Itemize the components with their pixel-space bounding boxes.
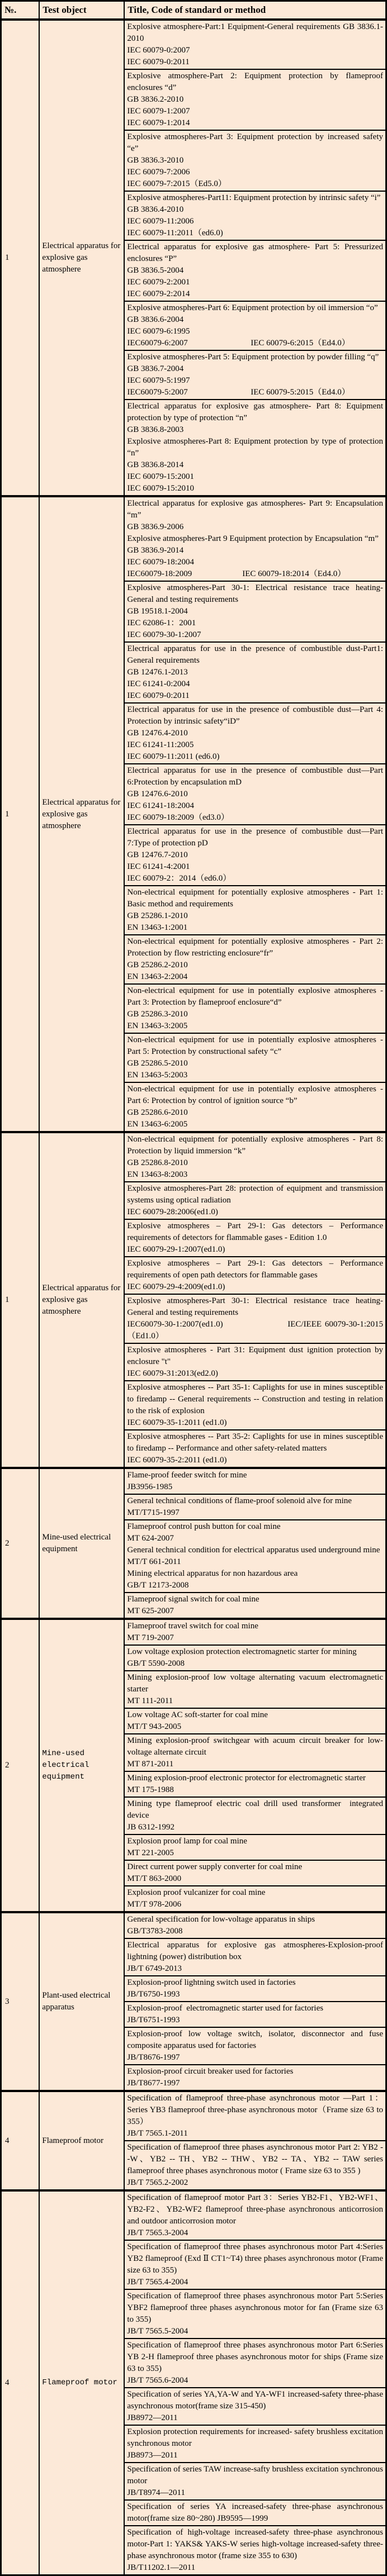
standard-line: Electrical apparatus for explosive gas atmospheres- Part 9: Encapsulation “m”: [127, 499, 385, 520]
row-number-cell: 2: [1, 1468, 40, 1619]
standard-line: Specification of flameproof three phases asynchronous motor Part 5:Series YBF2 flameproof three phases asynchronous motor for fan (Frame size 63 to 355): [127, 2292, 385, 2324]
standard-line: Mining type flameproof electric coal drill used transformer integrated device: [127, 1799, 385, 1820]
standard-line: Explosive atmospheres – Part 29-1: Gas detectors – Performance requirements of open path detectors for flammable gases: [127, 1259, 385, 1280]
standard-line: Non-electrical equipment for potentially explosive atmospheres - Part 2: Protection by flow restricting enclosure“fr”: [127, 937, 385, 958]
standard-line: JB/T 7565.5-2004: [127, 2327, 188, 2336]
standard-line: Explosive atmospheres -- Part 35-1: Caplights for use in mines susceptible to firedamp -- General requirements -- Construction and testing in relation to the risk of explosion: [127, 1383, 385, 1415]
standard-line: GB 25286.3-2010: [127, 1010, 188, 1019]
standard-line: IEC 60079-1:2014: [127, 118, 190, 127]
standard-cell: [124, 2388, 386, 2425]
standard-line: Non-electrical equipment for use in potentially explosive atmospheres - Part 3: Protection by flameproof enclosure“d”: [127, 986, 385, 1007]
standard-line: IEC 61241-11:2005: [127, 740, 194, 749]
standard-cell: [124, 2190, 386, 2240]
standard-line: Electrical apparatus for use in the presence of combustible dust-Part1: General requirements: [127, 644, 385, 665]
standard-line: JB/T8676-1997: [127, 2053, 180, 2062]
standard-line: Specification of flameproof three phases asynchronous motor Part 2: YB2 --W、YB2 -- TH、YB2 -- THW、YB2 -- TA、YB2 -- TAW series flameproof three phases asynchronous motor ( Frame size 63 to 355 ): [127, 2143, 385, 2175]
standard-line: GB/T 5590-2008: [127, 1659, 185, 1668]
standard-cell: [124, 1219, 386, 1257]
standard-line: IEC 60079-30-1:2007: [127, 630, 201, 639]
table-row: [1, 20, 386, 69]
standard-line: Electrical apparatus for explosive gas atmospheres-Explosion-proof lightning (power) distribution box: [127, 1941, 385, 1961]
standard-cell: [124, 1976, 386, 2002]
standard-line: JB/T6750-1993: [127, 1990, 180, 1999]
standard-line: GB 25286.8-2010: [127, 1158, 188, 1167]
standard-line: MT 221-2005: [127, 1848, 174, 1857]
standard-cell: [124, 2526, 386, 2575]
standard-cell: [124, 1771, 386, 1797]
standard-line: JB/T 7565.6-2004: [127, 2376, 188, 2385]
standard-line: Explosion-proof low voltage switch, isolator, disconnector and fuse composite apparatus used for factories: [127, 2030, 385, 2050]
standard-line: Electrical apparatus for use in the presence of combustible dust—Part 7:Type of protection pD: [127, 827, 385, 848]
standard-cell: [124, 1468, 386, 1494]
standard-cell: [124, 1671, 386, 1708]
row-number-cell: 3: [1, 1912, 40, 2091]
standard-line: Mining explosion-proof electronic protector for electromagnetic starter: [127, 1774, 366, 1783]
standard-cell: [124, 2500, 386, 2526]
table-row: [1, 1468, 386, 1494]
standard-line: Specification of series YA increased-safety three-phase asynchronous motor(frame size 80~280) JB9595—1999: [127, 2502, 385, 2523]
standard-line: IEC 60079-28:2006(ed1.0): [127, 1208, 218, 1216]
standard-line: EN 13463-3:2005: [127, 1021, 188, 1030]
standard-line: Explosive atmospheres-Part 28: protection of equipment and transmission systems using optical radiation: [127, 1184, 385, 1205]
standard-line: Flameproof travel switch for coal mine: [127, 1622, 258, 1631]
standard-line: GB 19518.1-2004: [127, 607, 188, 616]
standard-line: JB/T 7565.3-2004: [127, 2228, 188, 2237]
standard-line: Explosion protection requirements for increased- safety brushless excitation synchronous motor: [127, 2427, 385, 2448]
standard-line: Mining explosion-proof switchgear with acuum circuit breaker for low-voltage alternate circuit: [127, 1736, 383, 1757]
standard-line: Explosive atmospheres -- Part 35-2: Caplights for use in mines susceptible to firedamp -- Performance and other safety-related matters: [127, 1432, 385, 1453]
standard-cell: [124, 2339, 386, 2388]
standard-line: GB 3836.9-2014: [127, 546, 184, 555]
standard-cell: [124, 1033, 386, 1082]
standard-line: IEC 60079-31:2013(ed2.0): [127, 1369, 218, 1378]
standard-line: MT/T 863-2000: [127, 1874, 182, 1883]
standard-line: JB/T 7565.4-2004: [127, 2278, 188, 2287]
table-row: [1, 496, 386, 581]
standard-line: Electrical apparatus for explosive gas atmosphere- Part 8: Equipment protection by type of protection “n”: [127, 402, 385, 422]
standard-line: Specification of series TAW increase-safty brushless excitation synchronous motor: [127, 2465, 385, 2485]
standard-line: JB 6312-1992: [127, 1823, 174, 1832]
standard-cell: [124, 2065, 386, 2091]
standard-cell: [124, 581, 386, 642]
standard-cell: [124, 2289, 386, 2339]
standard-cell: [124, 1797, 386, 1834]
standard-cell: [124, 240, 386, 301]
standard-cell: [124, 984, 386, 1033]
standard-line: Explosive atmospheres-Part 6: Equipment protection by oil immersion “o”: [127, 303, 378, 312]
standard-cell: [124, 130, 386, 191]
standard-line: Explosion-proof electromagnetic starter used for factories: [127, 2004, 324, 2013]
standard-line: GB 12476.6-2010: [127, 790, 188, 799]
standard-line: Explosion proof lamp for coal mine: [127, 1837, 247, 1846]
standard-line: Explosive atmospheres-Part11: Equipment protection by intrinsic safety “i”: [127, 193, 381, 202]
standard-line: IEC60079-30-1:2007(ed1.0) IEC/IEEE 60079-30-1:2015（Ed1.0）: [127, 1320, 383, 1341]
standard-cell: [124, 935, 386, 984]
standard-line: GB 25286.1-2010: [127, 911, 188, 920]
standard-line: MT/T 943-2005: [127, 1722, 182, 1731]
standard-line: Electrical apparatus for use in the presence of combustible dust—Part 6:Protection by encapsulation mD: [127, 766, 385, 787]
standard-cell: [124, 1343, 386, 1381]
standard-line: Direct current power supply converter for coal mine: [127, 1862, 303, 1871]
standard-line: GB 12476.4-2010: [127, 729, 188, 738]
standard-line: MT 719-2007: [127, 1633, 174, 1642]
standard-line: MT 625-2007: [127, 1607, 174, 1615]
standard-line: Explosive atmospheres – Part 29-1: Gas detectors – Performance requirements of detectors for flammable gases - Edition 1.0: [127, 1222, 385, 1242]
standard-cell: [124, 496, 386, 581]
standard-line: IEC 61241-4:2001: [127, 862, 190, 871]
standard-line: IEC 60079-1:2007: [127, 107, 190, 116]
test-object-cell: Plant-used electrical apparatus: [39, 1912, 124, 2091]
standard-cell: [124, 1132, 386, 1182]
standard-line: IEC 61241-0:2004: [127, 679, 190, 688]
standard-line: Flameproof signal switch for coal mine: [127, 1595, 259, 1604]
standard-cell: [124, 69, 386, 130]
standard-line: Explosion-proof lightning switch used in factories: [127, 1978, 296, 1987]
standard-line: Non-electrical equipment for use in potentially explosive atmospheres - Part 6: Protection by control of ignition source “b”: [127, 1085, 385, 1105]
test-object-cell: Electrical apparatus for explosive gas atmosphere: [39, 1132, 124, 1468]
standard-line: IEC60079-18:2009 IEC 60079-18:2014（Ed4.0）: [127, 569, 346, 578]
standard-cell: [124, 642, 386, 703]
standard-line: Electrical apparatus for use in the presence of combustible dust—Part 4: Protection by intrinsic safety“iD”: [127, 705, 385, 726]
standard-line: MT 111-2011: [127, 1696, 173, 1705]
standard-line: IEC 60079-29-1:2007(ed1.0): [127, 1245, 225, 1254]
standard-cell: [124, 886, 386, 935]
standard-line: IEC 60079-11:2011 (ed6.0): [127, 752, 220, 761]
test-object-cell: Flameproof motor: [39, 2091, 124, 2190]
standard-line: EN 13463-8:2003: [127, 1170, 188, 1179]
standard-line: JB8972—2011: [127, 2413, 178, 2422]
standard-line: IEC60079-6:2007 IEC 60079-6:2015（Ed4.0）: [127, 339, 350, 348]
standard-line: General technical condition for electrical apparatus used underground mine: [127, 1546, 380, 1555]
standard-line: MT/T715-1997: [127, 1508, 180, 1517]
standard-line: GB 3836.7-2004: [127, 364, 184, 373]
standard-line: GB 25286.2-2010: [127, 961, 188, 969]
test-object-cell: Flameproof motor: [39, 2190, 124, 2575]
standard-line: Mining explosion-proof low voltage alternating vacuum electromagnetic starter: [127, 1673, 385, 1694]
standard-line: GB/T 12173-2008: [127, 1581, 189, 1590]
standard-line: Non-electrical equipment for use in potentially explosive atmospheres - Part 5: Protection by constructional safety “c”: [127, 1035, 385, 1056]
header-row: [1, 1, 386, 20]
standard-cell: [124, 764, 386, 825]
standard-cell: [124, 1593, 386, 1619]
standard-line: Explosive atmosphere-Part:1 Equipment-General requirements GB 3836.1-2010: [127, 22, 383, 43]
standard-line: MT/T 978-2006: [127, 1900, 182, 1909]
standard-cell: [124, 1182, 386, 1219]
standard-cell: [124, 1430, 386, 1468]
standard-line: JB/T11202.1—2011: [127, 2563, 196, 2572]
standard-line: IEC 60079-2:2001: [127, 278, 190, 287]
standard-line: IEC 60079-15:2001: [127, 472, 194, 481]
table-row: [1, 1912, 386, 1938]
standard-line: GB/T3783-2008: [127, 1927, 183, 1936]
test-object-cell: Electrical apparatus for explosive gas atmosphere: [39, 496, 124, 1132]
standard-cell: [124, 1645, 386, 1671]
standard-cell: [124, 191, 386, 240]
standard-line: GB 3836.8-2014: [127, 460, 184, 469]
standard-line: MT 871-2011: [127, 1760, 174, 1769]
standard-line: JB8973—2011: [127, 2451, 178, 2460]
row-number-cell: 1: [1, 1132, 40, 1468]
table-row: [1, 1132, 386, 1182]
standard-line: Specification of series YA,YA-W and YA-WF1 increased-safety three-phase asynchronous motor(frame size 315-450): [127, 2390, 385, 2411]
standard-line: Explosion-proof circuit breaker used for factories: [127, 2067, 294, 2076]
standard-line: JB/T8974—2011: [127, 2488, 185, 2497]
standard-line: IEC 60079-29-4:2009(ed1.0): [127, 1282, 225, 1291]
table-row: [1, 2091, 386, 2141]
standard-line: IEC 60079-2:2014: [127, 289, 190, 298]
row-number-cell: 1: [1, 20, 40, 496]
standard-line: IEC 60079-0:2011: [127, 691, 190, 700]
standard-cell: [124, 1834, 386, 1860]
standard-line: IEC 60079-35-2:2011 (ed1.0): [127, 1456, 227, 1465]
standard-line: JB3956-1985: [127, 1482, 173, 1491]
standard-line: IEC 60079-18:2009（ed3.0）: [127, 813, 229, 822]
standard-line: Electrical apparatus for explosive gas atmosphere- Part 5: Pressurized enclosures “P”: [127, 243, 385, 263]
standard-line: EN 13463-1:2001: [127, 923, 188, 932]
standard-cell: [124, 2002, 386, 2027]
standard-line: Non-electrical equipment for potentially explosive atmospheres - Part 8: Protection by liquid immersion “k”: [127, 1135, 385, 1156]
standard-line: IEC 60079-35-1:2011 (ed1.0): [127, 1418, 227, 1427]
standard-line: IEC 60079-0:2007: [127, 46, 190, 55]
table-body: [1, 20, 386, 2575]
standard-cell: [124, 2141, 386, 2190]
standard-cell: [124, 1494, 386, 1520]
standard-cell: [124, 350, 386, 400]
standard-cell: [124, 703, 386, 764]
standard-line: Flameproof control push button for coal mine: [127, 1522, 281, 1531]
table-row: [1, 2190, 386, 2240]
standard-line: GB 3836.2-2010: [127, 95, 184, 104]
standard-cell: [124, 1520, 386, 1593]
standard-line: Mining electrical apparatus for non hazardous area: [127, 1569, 298, 1578]
standard-line: EN 13463-6:2005: [127, 1120, 188, 1129]
standard-cell: [124, 1734, 386, 1771]
standard-line: GB 12476.7-2010: [127, 850, 188, 859]
standard-line: IEC 60079-11:2006: [127, 217, 194, 226]
standard-line: IEC 60079-18:2004: [127, 558, 194, 567]
test-object-cell: Electrical apparatus for explosive gas atmosphere: [39, 20, 124, 496]
standard-cell: [124, 400, 386, 496]
row-number-cell: 2: [1, 1619, 40, 1912]
standard-line: JB/T 7565.1-2011: [127, 2129, 188, 2138]
standard-line: IEC 60079-6:1995: [127, 327, 190, 336]
standard-line: MT 624-2007: [127, 1534, 174, 1543]
standard-cell: [124, 1912, 386, 1938]
standard-cell: [124, 2425, 386, 2463]
standard-line: GB 3836.6-2004: [127, 315, 184, 324]
standard-cell: [124, 2091, 386, 2141]
standard-cell: [124, 2027, 386, 2065]
standard-line: General specification for low-voltage apparatus in ships: [127, 1915, 315, 1924]
standard-line: GB 12476.1-2013: [127, 668, 188, 677]
standard-cell: [124, 1938, 386, 1976]
standard-line: GB 25286.6-2010: [127, 1108, 188, 1117]
standard-line: JB/T6751-1993: [127, 2016, 180, 2024]
standard-line: IEC 62086-1：2001: [127, 619, 196, 628]
standard-cell: [124, 1257, 386, 1294]
standard-line: Low voltage AC soft-starter for coal mine: [127, 1710, 268, 1719]
standard-line: Explosive atmospheres-Part 30-1: Electrical resistance trace heating-General and testing requirements: [127, 1296, 383, 1317]
standard-line: Specification of flameproof three-phase asynchronous motor —Part 1：Series YB3 flameproof three-phase asynchronous motor（Frame size 63 to 355）: [127, 2094, 385, 2126]
test-object-cell: Mine-used electrical equipment: [39, 1619, 124, 1912]
standard-line: GB 3836.9-2006: [127, 522, 184, 531]
standard-line: EN 13463-5:2003: [127, 1071, 188, 1080]
standard-line: Low voltage explosion protection electromagnetic starter for mining: [127, 1647, 357, 1656]
standard-line: IEC 60079-2：2014（ed6.0）: [127, 874, 232, 883]
row-number-cell: 1: [1, 496, 40, 1132]
standard-line: Non-electrical equipment for potentially explosive atmospheres - Part 1: Basic method and requirements: [127, 888, 385, 909]
test-object-cell: Mine-used electrical equipment: [39, 1468, 124, 1619]
standard-line: General technical conditions of flame-proof solenoid alve for mine: [127, 1496, 352, 1505]
standard-line: GB 3836.8-2003: [127, 425, 184, 434]
standard-line: GB 3836.5-2004: [127, 266, 184, 275]
standard-line: Explosive atmospheres-Part 5: Equipment protection by powder filling “q”: [127, 353, 379, 362]
standard-cell: [124, 1708, 386, 1734]
standard-line: GB 25286.5-2010: [127, 1059, 188, 1068]
standard-line: IEC 60079-0:2011: [127, 58, 190, 66]
table-row: [1, 1619, 386, 1645]
standard-line: Explosive atmospheres-Part 9 Equipment protection by Encapsulation “m”: [127, 534, 379, 543]
standard-line: JB/T 6749-2013: [127, 1964, 182, 1973]
col-header-title-code: Title, Code of standard or method: [124, 1, 386, 20]
standard-line: Specification of high-voltage increased-safety three-phase asynchronous motor-Part 1: YAKS& YAKS-W series high-voltage increased-safety three-phase asynchronous motor (frame size 355 to 630): [127, 2528, 385, 2560]
standard-cell: [124, 1381, 386, 1430]
standard-line: Specification of flameproof motor Part 3：Series YB2-F1、YB2-WF1、YB2-F2、YB2-WF2 flameproof three-phase asynchronous anticorrosion and outdoor anticorrosion motor: [127, 2193, 385, 2226]
standard-line: IEC 60079-5:1997: [127, 376, 190, 385]
standard-line: Specification of flameproof three phases asynchronous motor Part 4:Series YB2 flameproof (Exd Ⅱ CT1~T4) three phases asynchronous motor (Frame size 63 to 355): [127, 2242, 385, 2275]
standard-line: JB/T 7565.2-2002: [127, 2178, 188, 2187]
standard-cell: [124, 1082, 386, 1132]
standard-cell: [124, 825, 386, 886]
standard-line: EN 13463-2:2004: [127, 972, 188, 981]
col-header-test-object: Test object: [39, 1, 124, 20]
row-number-cell: 4: [1, 2190, 40, 2575]
standard-line: Explosive atmospheres-Part 8: Equipment protection by type of protection “n”: [127, 437, 385, 458]
standard-line: IEC60079-5:2007 IEC 60079-5:2015（Ed4.0）: [127, 388, 350, 397]
standard-line: IEC 60079-15:2010: [127, 484, 194, 493]
standard-line: GB 3836.3-2010: [127, 156, 184, 165]
standard-line: Explosive atmospheres - Part 31: Equipment dust ignition protection by enclosure "t": [127, 1346, 385, 1366]
standard-line: IEC 61241-18:2004: [127, 801, 194, 810]
row-number-cell: 4: [1, 2091, 40, 2190]
standard-cell: [124, 1860, 386, 1886]
standard-cell: [124, 1619, 386, 1645]
standard-line: JB/T8677-1997: [127, 2079, 180, 2088]
standard-line: Explosive atmospheres-Part 3: Equipment protection by increased safety “e”: [127, 132, 385, 153]
standard-line: Flame-proof feeder switch for mine: [127, 1471, 247, 1480]
standard-cell: [124, 1294, 386, 1343]
standard-line: MT 175-1988: [127, 1785, 174, 1794]
standard-line: Explosive atmosphere-Part 2: Equipment protection by flameproof enclosures “d”: [127, 72, 385, 92]
standard-line: MT/T 661-2011: [127, 1557, 181, 1566]
standard-line: GB 3836.4-2010: [127, 205, 184, 214]
standard-cell: [124, 2240, 386, 2289]
standard-line: Explosion proof vulcanizer for coal mine: [127, 1888, 266, 1897]
standard-cell: [124, 301, 386, 350]
standard-line: Explosive atmospheres-Part 30-1: Electrical resistance trace heating-General and testing requirements: [127, 583, 383, 604]
standard-cell: [124, 2463, 386, 2500]
standard-cell: [124, 1886, 386, 1912]
standard-line: IEC 60079-11:2011（ed6.0): [127, 229, 223, 237]
standard-line: IEC 60079-7:2015（Ed5.0）: [127, 179, 226, 188]
standard-line: Specification of flameproof three phases asynchronous motor Part 6:Series YB 2-H flameproof three phases asynchronous motor for ships (Frame size 63 to 355): [127, 2341, 385, 2373]
col-header-no: №.: [1, 1, 40, 20]
standard-line: IEC 60079-7:2006: [127, 168, 190, 177]
standard-cell: [124, 20, 386, 69]
